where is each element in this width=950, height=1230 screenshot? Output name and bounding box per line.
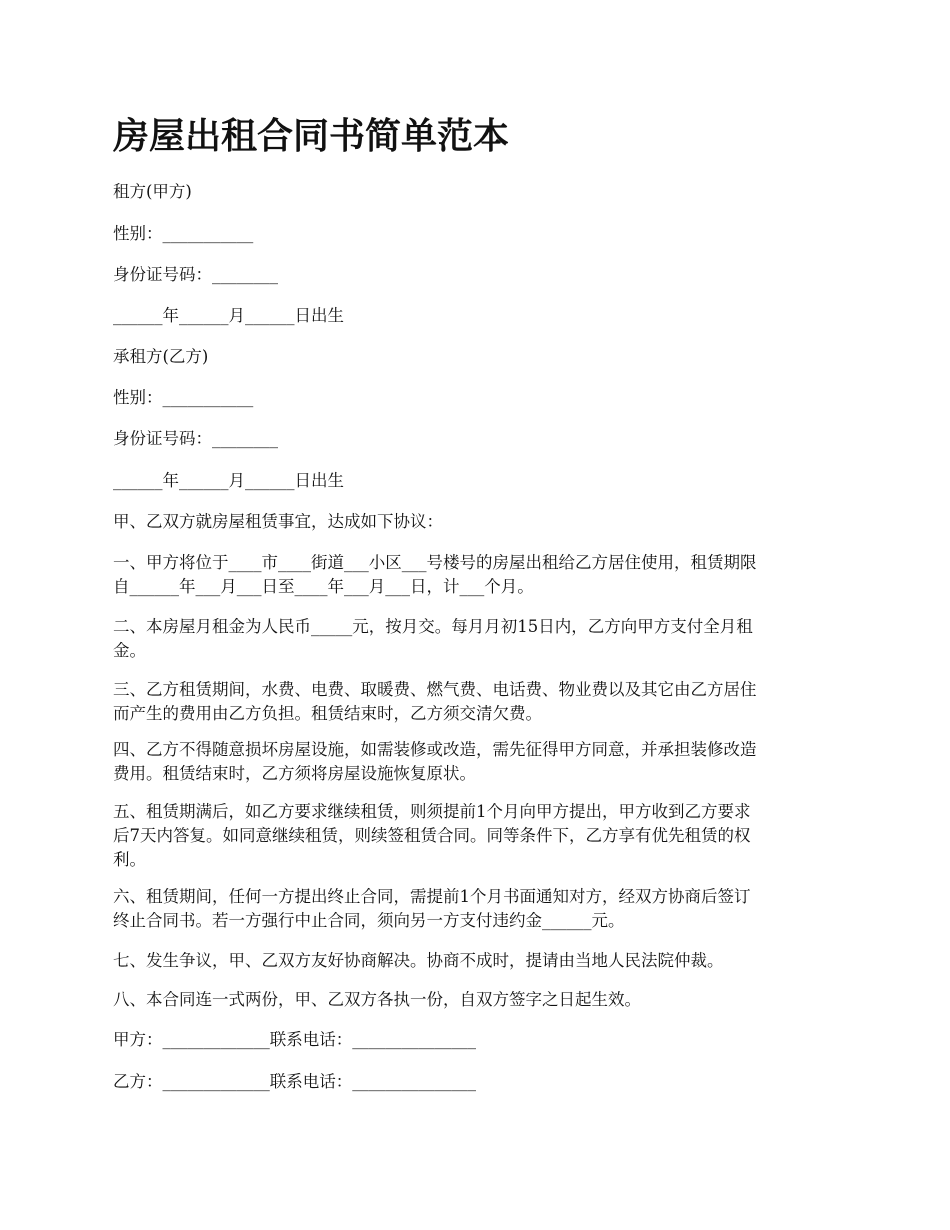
- clause-3: [113, 678, 841, 726]
- clause-8: [113, 988, 841, 1012]
- lessor-gender-field: 性别：___________: [113, 224, 254, 243]
- clause-line: 后7天内答复。如同意继续租赁，则续签租赁合同。同等条件下，乙方享有优先租赁的权: [113, 826, 751, 845]
- document-title: 房屋出租合同书简单范本: [113, 115, 510, 157]
- clause-line: 而产生的费用由乙方负担。租赁结束时，乙方须交清欠费。: [113, 704, 542, 723]
- clause-5: [113, 800, 841, 872]
- lessor-id-field: 身份证号码：________: [113, 265, 278, 284]
- lessor-birth-field: ______年______月______日出生: [113, 306, 344, 325]
- clause-7: [113, 949, 841, 973]
- signature-party-b: 乙方：_____________联系电话：_______________: [113, 1072, 476, 1091]
- signature-party-a: 甲方：_____________联系电话：_______________: [113, 1030, 476, 1049]
- clause-line: 四、乙方不得随意损坏房屋设施，如需装修或改造，需先征得甲方同意，并承担装修改造: [113, 740, 757, 759]
- lessor-heading: 租方(甲方): [113, 182, 192, 201]
- clause-1: [113, 551, 841, 599]
- clause-line: 三、乙方租赁期间，水费、电费、取暖费、燃气费、电话费、物业费以及其它由乙方居住: [113, 680, 757, 699]
- clause-line: 利。: [113, 850, 146, 869]
- lessee-id-field: 身份证号码：________: [113, 429, 278, 448]
- clause-line: 一、甲方将位于____市____街道___小区___号楼号的房屋出租给乙方居住使用，租赁期限: [113, 553, 757, 572]
- clause-line: 六、租赁期间，任何一方提出终止合同，需提前1个月书面通知对方，经双方协商后签订: [113, 887, 751, 906]
- clause-2: [113, 615, 841, 663]
- clause-line: 费用。租赁结束时，乙方须将房屋设施恢复原状。: [113, 764, 476, 783]
- clause-line: 终止合同书。若一方强行中止合同，须向另一方支付违约金______元。: [113, 911, 625, 930]
- lessee-heading: 承租方(乙方): [113, 347, 209, 366]
- clause-line: 金。: [113, 641, 146, 660]
- clause-line: 二、本房屋月租金为人民币_____元，按月交。每月月初15日内，乙方向甲方支付全月租: [113, 617, 753, 636]
- lessee-birth-field: ______年______月______日出生: [113, 471, 344, 490]
- clause-line: 七、发生争议，甲、乙双方友好协商解决。协商不成时，提请由当地人民法院仲裁。: [113, 951, 724, 970]
- clause-6: [113, 885, 841, 933]
- clause-line: 自______年___月___日至____年___月___日，计___个月。: [113, 577, 534, 596]
- lessee-gender-field: 性别：___________: [113, 388, 254, 407]
- agreement-intro: 甲、乙双方就房屋租赁事宜，达成如下协议：: [113, 512, 443, 531]
- clause-line: 八、本合同连一式两份，甲、乙双方各执一份，自双方签字之日起生效。: [113, 990, 641, 1009]
- clause-4: [113, 738, 841, 786]
- clause-line: 五、租赁期满后，如乙方要求继续租赁，则须提前1个月向甲方提出，甲方收到乙方要求: [113, 802, 751, 821]
